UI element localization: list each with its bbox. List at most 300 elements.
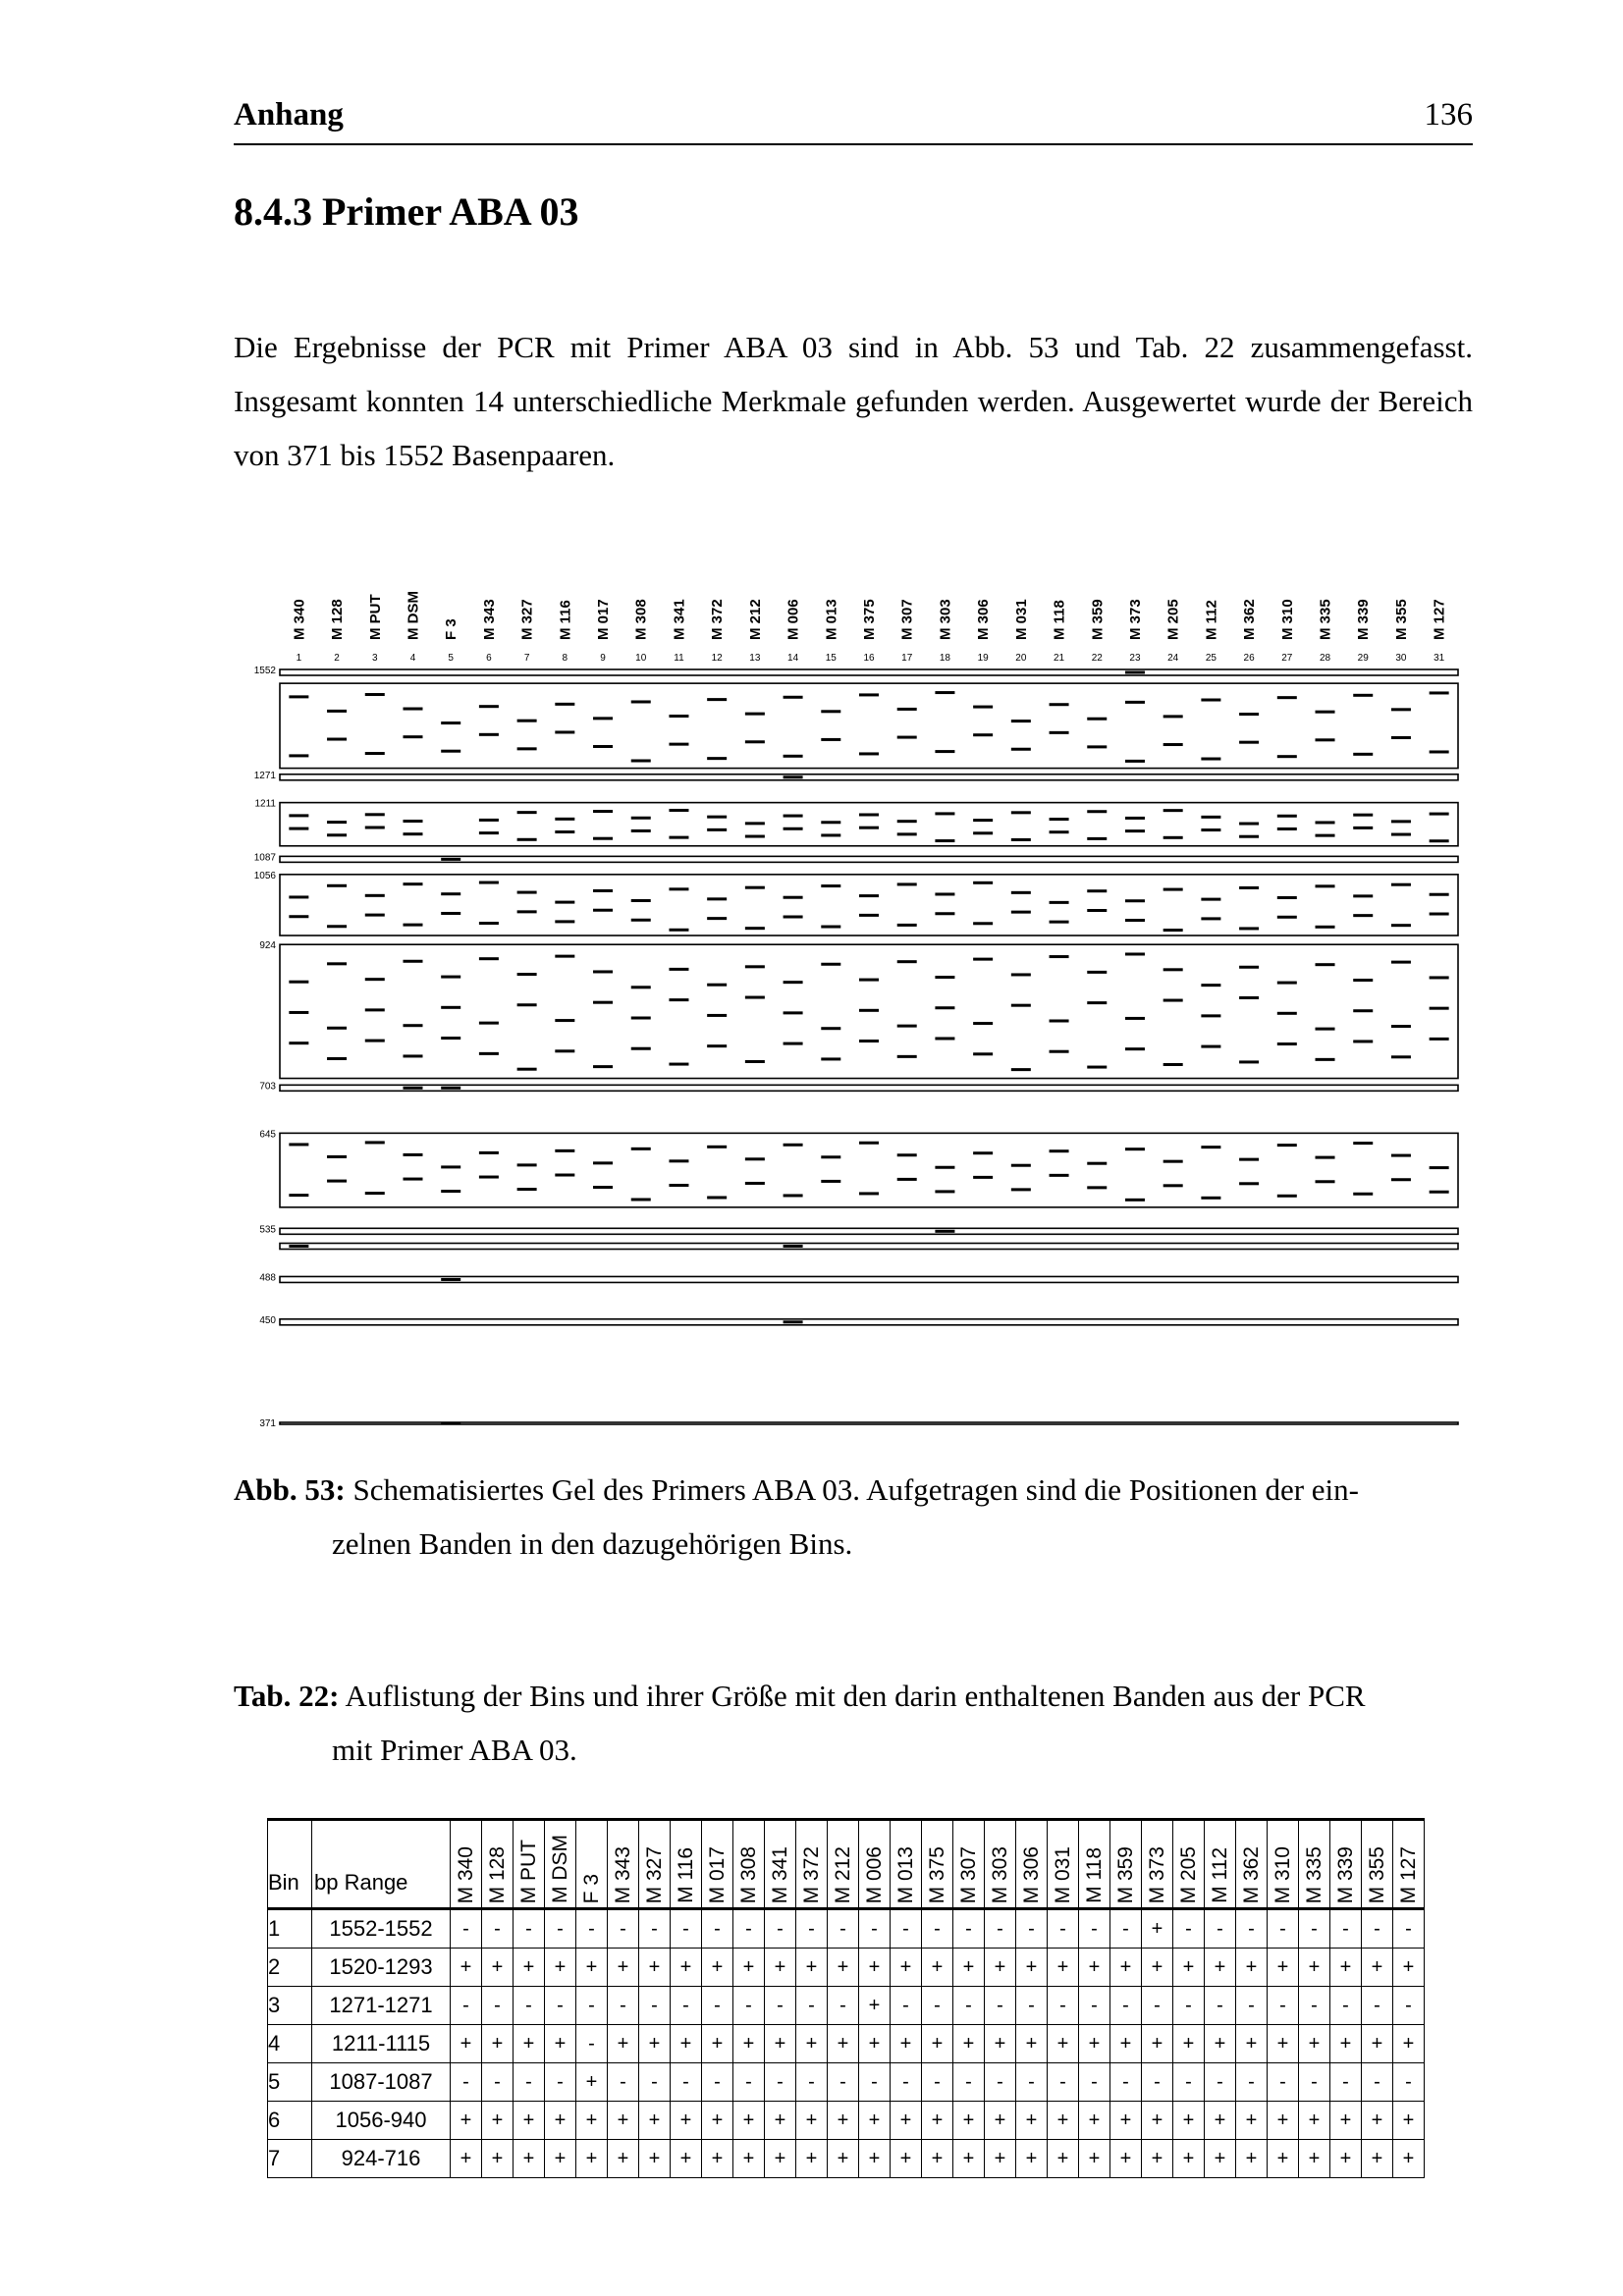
header-sample-label: M 116 [674,1847,697,1903]
gel-band [745,996,765,999]
lane-sample-label: M 308 [632,599,650,640]
row-mark: - [1205,1909,1236,1949]
gel-band [479,819,499,822]
row-mark: + [1110,2140,1142,2178]
row-mark: - [671,1987,702,2025]
gel-band [403,1153,422,1156]
gel-band [1011,838,1031,841]
header-sample [985,1820,1016,1909]
lane-sample-label: M PUT [366,594,384,640]
gel-band [784,755,803,758]
row-mark: - [796,1909,828,1949]
lane-number: 13 [749,653,761,664]
row-mark: - [953,1909,985,1949]
gel-band [1050,830,1069,833]
gel-band [479,831,499,834]
gel-band [1201,699,1220,702]
gel-band [1087,810,1107,813]
gel-band [859,1009,879,1012]
row-mark: + [1362,2140,1393,2178]
lane-sample-label: M 017 [595,599,613,640]
row-mark: + [576,2140,608,2178]
gel-band [897,924,917,927]
gel-band [1316,884,1335,887]
header-sample [859,1820,891,1909]
gel-band [441,976,460,979]
gel-band [1239,823,1259,826]
row-mark: + [796,2102,828,2140]
row-mark: + [608,2025,639,2063]
gel-band [441,721,460,724]
lane-sample-label: M 307 [898,599,916,640]
header-sample-label: M 017 [705,1845,729,1903]
row-mark: + [608,2140,639,2178]
gel-band [479,1151,499,1154]
gel-band [1353,753,1373,756]
lane-number: 19 [977,653,989,664]
gel-band [631,919,651,922]
gel-band [327,1057,347,1060]
row-mark: - [953,1987,985,2025]
row-mark: - [1268,1909,1299,1949]
gel-band [784,1245,803,1248]
gel-band [1087,837,1107,840]
table-row [268,1987,1425,2025]
lane-number: 14 [787,653,799,664]
gel-band [973,1022,993,1025]
gel-band [821,821,840,824]
row-mark: + [1016,1949,1048,1987]
row-mark: - [1142,1987,1173,2025]
row-mark: - [953,2063,985,2102]
lane-number: 9 [600,653,606,664]
gel-band [479,922,499,925]
gel-band [745,886,765,889]
gel-band [973,706,993,709]
header-sample-label: M 127 [1396,1845,1420,1903]
gel-band [327,1155,347,1158]
row-range: 1087-1087 [312,2063,451,2102]
lane-sample-label: M 343 [480,599,498,640]
lane-number: 27 [1281,653,1293,664]
gel-band [517,747,537,750]
gel-band [1050,1050,1069,1053]
row-mark: - [765,2063,796,2102]
gel-band [1050,703,1069,706]
bin-size-label: 703 [259,1081,276,1093]
row-bin: 5 [268,2063,312,2102]
gel-band [403,882,422,885]
lane-sample-label: M 359 [1089,599,1107,640]
gel-band [859,1040,879,1042]
row-mark: + [733,2102,765,2140]
gel-band [669,1184,688,1187]
row-mark: + [1268,1949,1299,1987]
row-mark: + [1173,2025,1205,2063]
gel-band [973,831,993,834]
gel-band [1353,979,1373,982]
gel-band [1050,1174,1069,1177]
header-sample-label: M 212 [831,1845,854,1903]
lane-sample-label: M 013 [823,599,840,640]
gel-band [1353,1009,1373,1012]
gel-band [1163,809,1183,812]
row-mark: - [702,2063,733,2102]
gel-band [1011,1068,1031,1071]
gel-band [1239,1158,1259,1161]
gel-band [1353,1193,1373,1196]
row-mark: + [514,2102,545,2140]
gel-band [859,1192,879,1195]
row-mark: - [608,1909,639,1949]
gel-band [935,1190,954,1193]
gel-band [1353,694,1373,697]
header-sample-label: M 327 [642,1845,666,1903]
row-mark: + [482,2025,514,2063]
bins-table [267,1818,1425,2178]
row-mark: + [639,1949,671,1987]
gel-band [897,1055,917,1058]
figure-caption-text-2: zelnen Banden in den dazugehörigen Bins. [332,1526,853,1561]
gel-band [1201,1014,1220,1017]
gel-band [669,887,688,890]
row-mark: - [796,1987,828,2025]
gel-band [631,1199,651,1201]
lane-sample-label: M 205 [1164,599,1182,640]
row-mark: - [702,1909,733,1949]
row-mark: - [1268,1987,1299,2025]
row-mark: - [1142,2063,1173,2102]
row-mark: + [1330,2025,1362,2063]
gel-band [935,839,954,842]
row-range: 924-716 [312,2140,451,2178]
lane-sample-label: M 118 [1051,600,1068,640]
gel-band [935,750,954,753]
gel-band [1087,971,1107,974]
gel-band [403,1054,422,1057]
gel-band [935,1166,954,1169]
gel-band [1050,901,1069,904]
gel-band [327,833,347,836]
gel-band [1316,926,1335,929]
gel-band [289,1143,308,1146]
gel-band [1050,1020,1069,1023]
header-sample-label: M 341 [768,1845,791,1903]
row-mark: - [1393,1909,1425,1949]
gel-band [859,827,879,829]
gel-band [441,1006,460,1009]
header-sample-label: M 013 [893,1845,917,1903]
gel-band [327,821,347,824]
gel-band [1353,1142,1373,1145]
gel-band [1125,760,1145,763]
gel-band [327,738,347,741]
header-sample [1079,1820,1110,1909]
gel-band [555,830,574,833]
gel-band [1125,1017,1145,1020]
row-mark: - [608,2063,639,2102]
gel-band [1087,1162,1107,1165]
header-sample-label: M 307 [956,1845,980,1903]
gel-band [365,1141,385,1144]
gel-band [784,696,803,699]
gel-band [1239,1182,1259,1185]
row-mark: + [765,1949,796,1987]
gel-band [1430,1038,1449,1041]
row-mark: + [1205,2025,1236,2063]
row-mark: - [1048,1909,1079,1949]
lane-number: 29 [1357,653,1369,664]
header-sample-label: M 373 [1145,1845,1168,1903]
gel-band [973,958,993,961]
gel-band [555,1174,574,1177]
header-sample-label: M 335 [1302,1845,1325,1903]
row-mark: + [1079,2140,1110,2178]
gel-band [555,1049,574,1052]
table-row [268,1949,1425,1987]
gel-band [1430,893,1449,896]
gel-band [1353,814,1373,817]
gel-band [327,1180,347,1183]
lane-sample-label: M 373 [1126,599,1144,640]
row-mark: + [828,1949,859,1987]
row-mark: - [828,1909,859,1949]
gel-band [935,1230,954,1233]
gel-band [1391,708,1411,711]
row-bin: 7 [268,2140,312,2178]
row-mark: + [953,2140,985,2178]
row-mark: - [922,1987,953,2025]
header-sample-label: M 310 [1271,1845,1294,1903]
gel-band [403,1024,422,1027]
row-range: 1271-1271 [312,1987,451,2025]
row-mark: + [765,2025,796,2063]
gel-band [1316,963,1335,966]
gel-band [517,720,537,722]
lane-number: 24 [1167,653,1179,664]
row-mark: + [545,2102,576,2140]
table-row [268,1909,1425,1949]
row-mark: - [514,1909,545,1949]
row-mark: - [1016,2063,1048,2102]
gel-band [745,713,765,716]
gel-band [289,828,308,830]
gel-band [365,1040,385,1042]
gel-band [555,1149,574,1152]
gel-band [1316,1028,1335,1031]
figure-caption-text-1: Schematisiertes Gel des Primers ABA 03. Aufgetragen sind die Positionen der ein- [352,1472,1359,1507]
header-sample-label: M 118 [1082,1847,1106,1903]
header-sample-label: M 306 [1019,1845,1043,1903]
gel-band [1201,1197,1220,1200]
header-sample-label: M 359 [1113,1845,1137,1903]
table-caption [234,1669,1473,1777]
gel-band [1277,696,1297,699]
gel-band [289,1041,308,1044]
gel-band [365,752,385,755]
lane-sample-label: M 372 [709,599,727,640]
gel-band [1125,1148,1145,1150]
row-mark: + [1079,2102,1110,2140]
bin-size-label: 535 [259,1224,276,1236]
running-header [234,94,1473,145]
gel-band [1163,929,1183,932]
gel-band [1163,715,1183,718]
gel-band [1277,815,1297,818]
gel-band [403,924,422,927]
gel-band [973,733,993,736]
header-sample-label: M 303 [988,1845,1011,1903]
bin-box [280,1228,1458,1234]
row-mark: - [639,1909,671,1949]
table-caption-text-1: Auflistung der Bins und ihrer Größe mit den darin enthaltenen Banden aus der PCR [345,1679,1366,1713]
gel-band [707,828,727,831]
gel-band [1125,829,1145,832]
gel-band [859,1142,879,1145]
gel-band [441,1165,460,1168]
gel-band [365,894,385,897]
row-mark: + [545,2025,576,2063]
gel-band [631,700,651,703]
lane-sample-label: M 306 [975,599,993,640]
lane-sample-label: M 335 [1317,599,1334,640]
gel-band [479,881,499,884]
row-mark: + [1236,1949,1268,1987]
gel-band [631,1047,651,1050]
gel-band [1125,952,1145,955]
gel-band [441,1190,460,1193]
gel-band [1391,736,1411,739]
row-mark: - [576,1987,608,2025]
gel-band [1125,1047,1145,1050]
gel-band [669,968,688,971]
gel-band [441,1278,460,1281]
header-sample-label: F 3 [579,1873,603,1903]
table-header-row [268,1820,1425,1909]
lane-number: 11 [674,653,684,664]
gel-band [973,819,993,822]
row-mark: - [1362,1987,1393,2025]
gel-band [784,775,803,778]
gel-band [784,1194,803,1197]
lane-number: 31 [1434,653,1445,664]
row-mark: - [1048,2063,1079,2102]
gel-band [479,1176,499,1179]
gel-band [1125,671,1145,674]
header-sample [545,1820,576,1909]
row-mark: + [1393,2102,1425,2140]
lane-number: 21 [1053,653,1065,664]
gel-band [1201,828,1220,831]
row-mark: + [1110,2102,1142,2140]
row-mark: + [671,2140,702,2178]
gel-band [555,730,574,733]
gel-band [669,715,688,718]
gel-band [973,1052,993,1055]
row-mark: + [1299,2102,1330,2140]
row-mark: + [859,1987,891,2025]
row-mark: - [545,1909,576,1949]
lane-number: 20 [1015,653,1027,664]
row-mark: - [1330,1987,1362,2025]
gel-band [517,891,537,894]
row-mark: - [828,2063,859,2102]
row-mark: + [702,2025,733,2063]
row-mark: + [733,2025,765,2063]
gel-band [1011,891,1031,894]
row-mark: + [1299,2025,1330,2063]
bin-size-label: 1552 [253,666,276,676]
gel-band [517,1068,537,1071]
gel-band [517,811,537,814]
gel-band [517,1003,537,1006]
figure-caption-label: Abb. 53: [234,1472,346,1507]
row-mark: + [639,2140,671,2178]
gel-band [403,735,422,738]
gel-band [1353,827,1373,829]
row-mark: + [1173,2140,1205,2178]
gel-band [707,698,727,701]
gel-band [631,899,651,902]
gel-band [1316,821,1335,824]
header-sample [1142,1820,1173,1909]
gel-band [1430,1191,1449,1194]
gel-band [441,858,460,861]
gel-band [593,837,613,840]
bin-size-label: 450 [259,1314,276,1326]
gel-band [441,750,460,753]
gel-band [707,917,727,920]
gel-band [821,710,840,713]
gel-band [1163,999,1183,1002]
row-mark: - [922,2063,953,2102]
lane-sample-label: M 112 [1203,600,1220,640]
gel-band [859,979,879,982]
row-mark: + [765,2102,796,2140]
row-mark: - [1110,1909,1142,1949]
gel-band [1011,1188,1031,1191]
gel-band [1239,713,1259,716]
row-mark: + [1173,2102,1205,2140]
gel-band [1391,1154,1411,1157]
row-mark: + [765,2140,796,2178]
gel-band [1087,1186,1107,1189]
row-mark: + [451,2025,482,2063]
header-range: bp Range [312,1820,451,1909]
gel-band [517,1188,537,1191]
row-mark: - [1393,2063,1425,2102]
gel-band [555,955,574,958]
row-mark: - [891,1987,922,2025]
row-mark: + [702,2140,733,2178]
row-mark: - [482,2063,514,2102]
row-mark: + [891,2102,922,2140]
header-sample-label: M 308 [736,1845,760,1903]
row-mark: - [891,1909,922,1949]
gel-band [441,1037,460,1040]
row-mark: + [1393,1949,1425,1987]
header-sample-label: M PUT [516,1839,540,1903]
row-mark: + [859,2025,891,2063]
gel-band [365,827,385,829]
row-mark: + [482,2102,514,2140]
gel-band [784,1042,803,1045]
row-mark: + [922,2140,953,2178]
row-mark: - [733,1909,765,1949]
row-mark: + [733,2140,765,2178]
row-mark: + [514,2025,545,2063]
gel-band [745,822,765,825]
